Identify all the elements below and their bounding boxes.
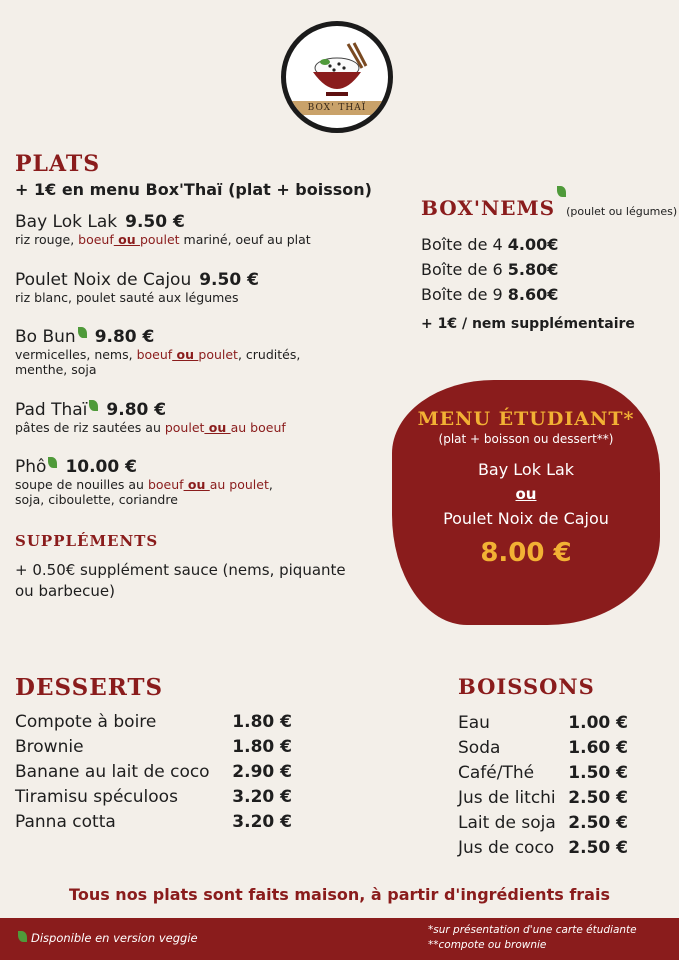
- dish-name: Poulet Noix de Cajou: [15, 270, 192, 290]
- veggie-note: Disponible en version veggie: [31, 931, 198, 945]
- dish-desc: riz blanc, poulet sauté aux légumes: [15, 290, 239, 305]
- list-item: Café/Thé 1.50 €: [458, 763, 628, 783]
- veggie-leaf-icon: [557, 186, 566, 197]
- supplements-text: + 0.50€ supplément sauce (nems, piquante ou barbecue): [15, 561, 346, 600]
- footnote-2: **compote ou brownie: [428, 939, 547, 951]
- veggie-leaf-icon: [89, 400, 98, 411]
- dish-name: Bay Lok Lak: [15, 212, 118, 232]
- list-item: Soda 1.60 €: [458, 738, 628, 758]
- menu-note: + 1€ en menu Box'Thaï (plat + boisson): [15, 180, 372, 199]
- footnote-1: *sur présentation d'une carte étudiante: [428, 924, 637, 936]
- boxnems-list: Boîte de 4 4.00€ Boîte de 6 5.80€ Boîte de 9 8.60€: [421, 235, 559, 304]
- tagline: Tous nos plats sont faits maison, à partir d'ingrédients frais: [69, 885, 610, 904]
- dish-desc-2: soja, ciboulette, coriandre: [15, 492, 178, 507]
- dish-price: 9.80 €: [94, 327, 155, 347]
- dish-name: Bo Bun: [15, 327, 76, 347]
- plats-title: PLATS: [15, 151, 101, 177]
- dish-desc: vermicelles, nems, boeuf ou poulet, crudités,: [15, 347, 301, 362]
- boxnems-extra: + 1€ / nem supplémentaire: [421, 316, 635, 332]
- list-item: Brownie 1.80 €: [15, 737, 292, 757]
- dish-price: 9.80 €: [106, 400, 167, 420]
- dish-desc: pâtes de riz sautées au poulet ou au boeuf: [15, 420, 286, 435]
- etudiant-option-2: Poulet Noix de Cajou: [443, 509, 609, 528]
- etudiant-or: ou: [515, 485, 537, 503]
- boxnems-subtitle: (poulet ou légumes): [566, 205, 678, 218]
- dish-name: Phô: [15, 457, 47, 477]
- boxnems-header: [421, 196, 677, 220]
- veggie-leaf-icon: [78, 327, 87, 338]
- dish-price: 9.50 €: [125, 212, 185, 232]
- dish-price: 10.00 €: [65, 457, 137, 477]
- desserts-list: [15, 710, 292, 835]
- dish-desc-2: menthe, soja: [15, 362, 97, 377]
- plat-item: [15, 400, 375, 435]
- list-item: Banane au lait de coco 2.90 €: [15, 762, 292, 782]
- list-item: Eau 1.00 €: [458, 713, 628, 733]
- plat-item: [15, 327, 375, 377]
- list-item: Jus de coco 2.50 €: [458, 838, 628, 858]
- etudiant-price: 8.00 €: [480, 538, 572, 568]
- list-item: Compote à boire 1.80 €: [15, 712, 292, 732]
- dish-desc: soupe de nouilles au boeuf ou au poulet,: [15, 477, 273, 492]
- list-item: Tiramisu spéculoos 3.20 €: [15, 787, 292, 807]
- footer: [0, 918, 679, 960]
- boxnems-title: BOX'NEMS: [421, 196, 556, 220]
- boissons-title: BOISSONS: [458, 674, 595, 699]
- etudiant-option-1: Bay Lok Lak: [477, 460, 575, 479]
- etudiant-subtitle: (plat + boisson ou dessert**): [438, 432, 614, 446]
- supplements-title: SUPPLÉMENTS: [15, 532, 159, 550]
- plat-item: [15, 270, 375, 305]
- dish-desc: riz rouge, boeuf ou poulet mariné, oeuf au plat: [15, 232, 311, 247]
- dish-price: 9.50 €: [199, 270, 259, 290]
- veggie-leaf-icon: [18, 931, 27, 942]
- list-item: Panna cotta 3.20 €: [15, 812, 292, 832]
- desserts-title: DESSERTS: [15, 674, 164, 701]
- plat-item: [15, 212, 375, 247]
- list-item: Lait de soja 2.50 €: [458, 813, 628, 833]
- veggie-leaf-icon: [48, 457, 57, 468]
- logo-text: BOX' THAÏ: [307, 103, 367, 113]
- menu-etudiant: [392, 380, 660, 625]
- dish-name: Pad Thaï: [15, 400, 88, 420]
- list-item: Jus de litchi 2.50 €: [458, 788, 628, 808]
- plat-item: [15, 457, 375, 507]
- etudiant-title: MENU ÉTUDIANT*: [417, 408, 635, 430]
- boissons-list: [458, 711, 628, 861]
- logo: [281, 21, 393, 133]
